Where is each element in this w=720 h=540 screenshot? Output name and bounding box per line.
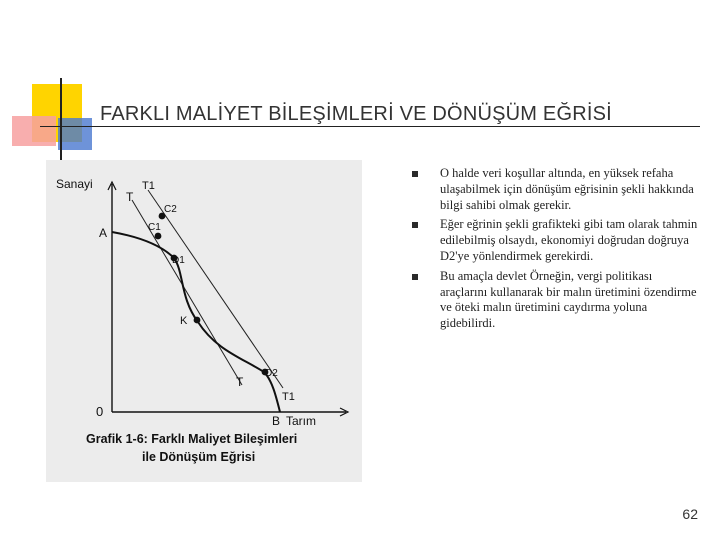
figure-svg — [46, 160, 362, 482]
y-axis-label: Sanayi — [56, 177, 93, 191]
label-T1-bottom: T1 — [282, 391, 295, 403]
label-T-bottom: T — [236, 375, 244, 389]
deco-red-square — [12, 116, 56, 146]
bullet-text: Eğer eğrinin şekli grafikteki gibi tam olarak tahmin edilebilmiş olsaydı, ekonomiyi doğrudan doğruya D2'ye yönlendirmek gerekirdi. — [440, 217, 698, 263]
label-K: K — [180, 315, 188, 327]
deco-horizontal-line — [40, 126, 700, 127]
label-B: B — [272, 414, 281, 428]
bullet-text: O halde veri koşullar altında, en yüksek refaha ulaşabilmek için dönüşüm eğrisinin şekli hakkında bilgi sahibi olmak gerekir. — [440, 166, 694, 212]
deco-blue-square — [58, 118, 92, 150]
transformation-curve-figure — [46, 160, 362, 482]
label-T1-top: T1 — [142, 180, 155, 192]
page-number: 62 — [682, 506, 698, 522]
label-C2: C2 — [164, 204, 177, 215]
figure-caption-line2: ile Dönüşüm Eğrisi — [142, 450, 256, 464]
point-K — [194, 317, 201, 324]
square-bullet-icon — [412, 222, 418, 228]
point-C1 — [155, 233, 162, 240]
origin-label: 0 — [96, 404, 104, 419]
x-axis-label: Tarım — [286, 414, 316, 428]
square-bullet-icon — [412, 274, 418, 280]
square-bullet-icon — [412, 171, 418, 177]
deco-vertical-line — [60, 78, 62, 164]
label-D2: D2 — [265, 368, 278, 379]
bullet-item — [412, 166, 702, 213]
label-C1: C1 — [148, 222, 161, 233]
bullet-text: Bu amaçla devlet Örneğin, vergi politikası araçlarını kullanarak bir malın üretimini özendirme ve öteki malın üretimini caydırma yoluna gidebilirdi. — [440, 268, 697, 331]
bullet-item — [412, 217, 702, 264]
figure-caption-line1: Grafik 1-6: Farklı Maliyet Bileşimleri — [86, 432, 298, 446]
slide-title: FARKLI MALİYET BİLEŞİMLERİ VE DÖNÜŞÜM EĞRİSİ — [100, 103, 612, 125]
bullet-item — [412, 269, 702, 332]
label-D1: D1 — [172, 255, 185, 266]
label-T-top: T — [126, 190, 134, 204]
bullet-list — [412, 166, 702, 336]
label-A: A — [99, 226, 108, 240]
